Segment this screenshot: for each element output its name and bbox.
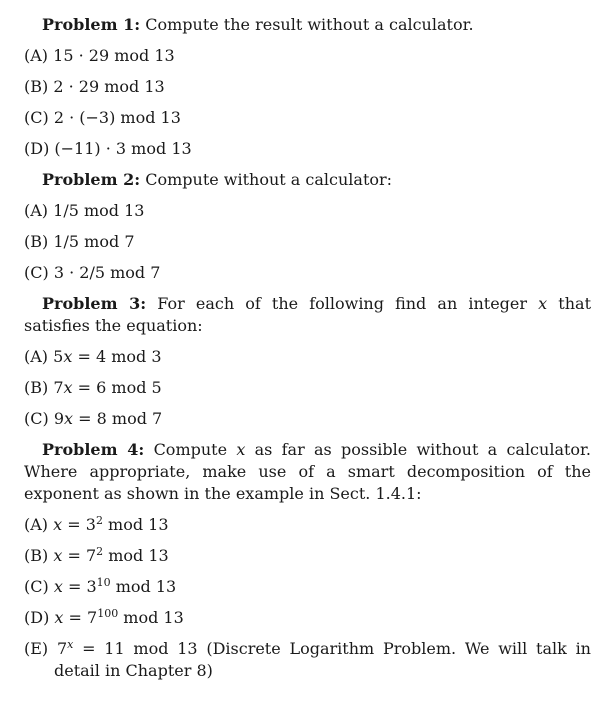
item-label: (B) — [24, 378, 49, 397]
item-rest: mod 13 — [103, 546, 169, 565]
list-item: (D) $x = 7^{100}$ mod 13 — [24, 607, 184, 627]
item-label: (B) — [24, 77, 49, 96]
list-item — [24, 222, 591, 253]
item-rest: = 8 mod 7 — [73, 409, 163, 428]
list-item: (B) $x = 7^2$ mod 13 — [24, 545, 169, 565]
item-expression: 2 · (−3) mod 13 — [53, 108, 181, 127]
item-base: 7 — [87, 608, 98, 627]
list-item: (A) $x = 3^2$ mod 13 — [24, 514, 169, 534]
problem-1-text: Compute the result without a calculator. — [145, 15, 474, 34]
problem-3-heading — [24, 293, 591, 337]
item-exponent: 100 — [97, 607, 119, 620]
list-item — [24, 253, 591, 284]
item-variable: x — [64, 409, 74, 428]
problem-4-variable: x — [236, 440, 246, 459]
problem-2-heading — [42, 169, 591, 191]
item-expression: 1/5 mod 7 — [53, 232, 135, 251]
item-rest: = 4 mod 3 — [72, 347, 162, 366]
item-base: 3 — [85, 515, 96, 534]
item-exponent: x — [67, 638, 74, 651]
problem-4-text-post: as far as possible without a calculator. Where appropriate, make use of a smart decomposition of the exponent as shown in the example in Sect. 1.4.1: — [24, 440, 592, 503]
item-label: (A) — [24, 46, 49, 65]
item-rest: = 11 mod 13 (Discrete Logarithm Problem. We will talk in detail in Chapter 8) — [54, 639, 591, 680]
item-coefficient: 9 — [53, 409, 65, 428]
item-variable: x — [54, 608, 64, 627]
item-variable: x — [53, 546, 63, 565]
item-label: (B) — [24, 546, 49, 565]
problem-4-text-pre: Compute — [153, 440, 228, 459]
list-item — [24, 337, 591, 368]
item-exponent: 2 — [95, 514, 103, 527]
problem-4 — [24, 430, 591, 682]
list-item — [24, 67, 591, 98]
item-coefficient: 5 — [53, 347, 64, 366]
item-expression: 3 · 2/5 mod 7 — [53, 263, 161, 282]
item-base: 7 — [85, 546, 97, 565]
item-label: (C) — [24, 577, 49, 596]
item-rest: mod 13 — [118, 608, 184, 627]
problem-1-heading — [42, 14, 591, 36]
item-label: (D) — [24, 608, 50, 627]
item-label: (C) — [24, 409, 49, 428]
list-item — [24, 98, 591, 129]
item-variable: x — [63, 347, 73, 366]
problem-1 — [24, 14, 591, 160]
problem-2 — [24, 160, 591, 284]
item-expression: 2 · 29 mod 13 — [53, 77, 165, 96]
problem-4-heading — [24, 439, 591, 505]
problem-3-text-post: that satisfies the equation: — [24, 294, 591, 335]
item-expression: 1/5 mod 13 — [53, 201, 145, 220]
item-rest: mod 13 — [102, 515, 169, 534]
item-variable: x — [63, 378, 73, 397]
item-label: (A) — [24, 515, 49, 534]
item-coefficient: 7 — [53, 378, 64, 397]
list-item — [24, 368, 591, 399]
item-expression: (−11) · 3 mod 13 — [54, 139, 192, 158]
item-rest: mod 13 — [110, 577, 177, 596]
item-base: 7 — [56, 639, 68, 658]
item-exponent: 2 — [96, 545, 104, 558]
item-exponent: 10 — [96, 576, 111, 589]
item-variable: x — [53, 515, 63, 534]
item-label: (C) — [24, 263, 49, 282]
problem-3 — [24, 284, 591, 430]
list-item: (C) $x = 3^{10}$ mod 13 — [24, 576, 177, 596]
list-item — [24, 629, 591, 682]
item-label: (B) — [24, 232, 49, 251]
list-item — [24, 129, 591, 160]
item-label: (A) — [24, 201, 49, 220]
item-label: (A) — [24, 347, 49, 366]
list-item — [24, 399, 591, 430]
item-rest: = 6 mod 5 — [72, 378, 162, 397]
problem-2-text: Compute without a calculator: — [145, 170, 393, 189]
problem-4-title: Problem 4: — [42, 440, 145, 459]
problem-3-title: Problem 3: — [42, 294, 147, 313]
problem-3-text-pre: For each of the following find an integer — [157, 294, 528, 313]
list-item — [24, 191, 591, 222]
item-label: (C) — [24, 108, 49, 127]
problem-1-title: Problem 1: — [42, 15, 141, 34]
item-label: (D) — [24, 139, 50, 158]
item-base: 3 — [86, 577, 97, 596]
problem-2-title: Problem 2: — [42, 170, 141, 189]
item-expression: 15 · 29 mod 13 — [53, 46, 175, 65]
problem-3-variable: x — [538, 294, 548, 313]
item-label: (E) — [24, 639, 49, 658]
item-variable: x — [53, 577, 63, 596]
list-item — [24, 36, 591, 67]
